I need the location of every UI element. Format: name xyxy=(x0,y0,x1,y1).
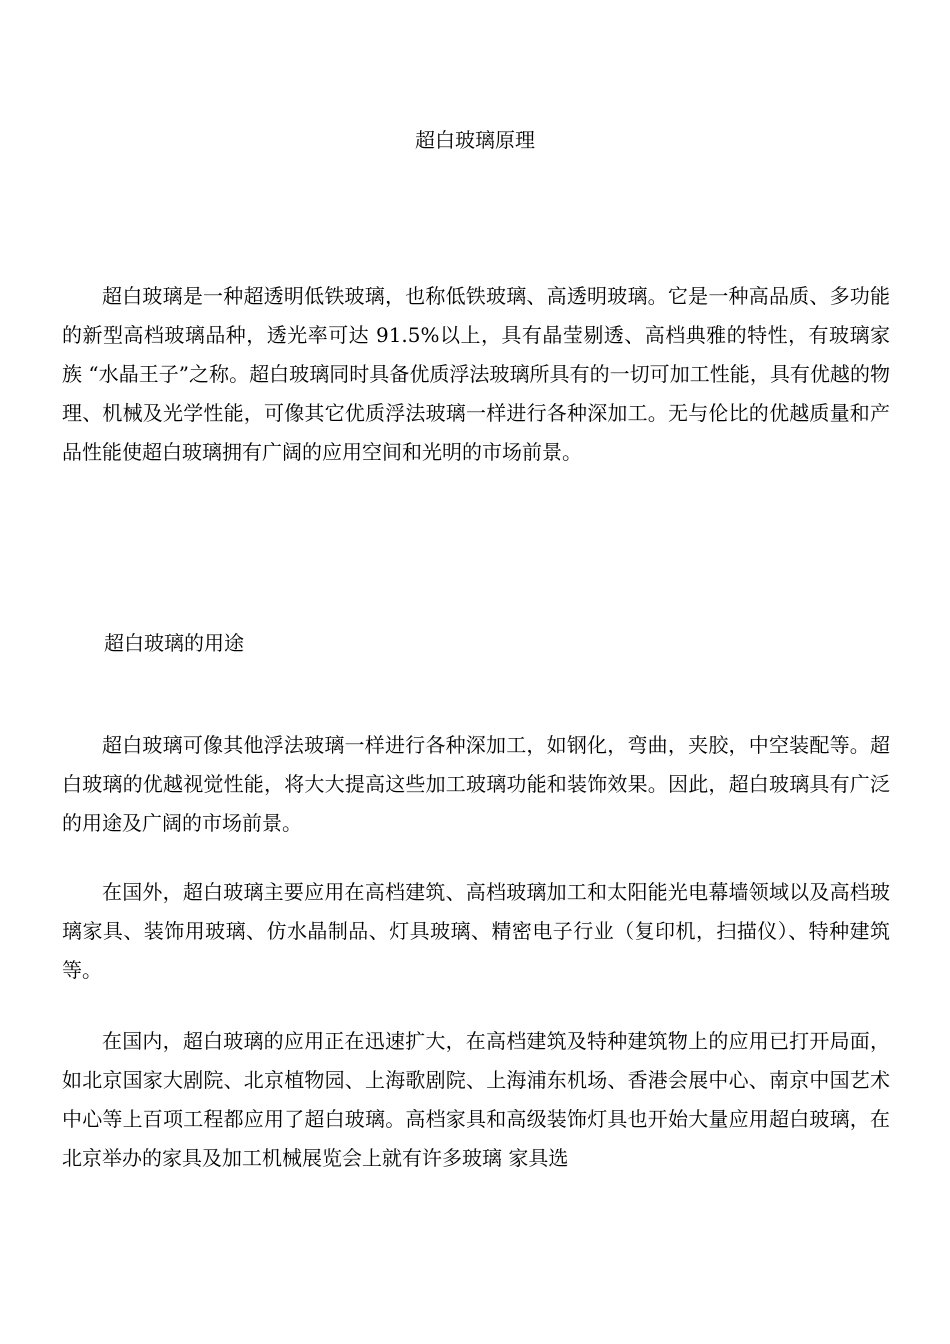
domestic-paragraph: 在国内，超白玻璃的应用正在迅速扩大，在高档建筑及特种建筑物上的应用已打开局面，如北京国家大剧院、北京植物园、上海歌剧院、上海浦东机场、香港会展中心、南京中国艺术中心等上百项工程都应用了超白玻璃。高档家具和高级装饰灯具也开始大量应用超白玻璃，在北京举办的家具及加工机械展览会上就有许多玻璃 家具选 xyxy=(62,1029,890,1170)
abroad-paragraph: 在国外，超白玻璃主要应用在高档建筑、高档玻璃加工和太阳能光电幕墙领域以及高档玻璃家具、装饰用玻璃、仿水晶制品、灯具玻璃、精密电子行业（复印机，扫描仪）、特种建筑等。 xyxy=(62,880,890,982)
intro-paragraph: 超白玻璃是一种超透明低铁玻璃，也称低铁玻璃、高透明玻璃。它是一种高品质、多功能的新型高档玻璃品种，透光率可达 91.5%以上，具有晶莹剔透、高档典雅的特性，有玻璃家族 “水晶王子”之称。超白玻璃同时具备优质浮法玻璃所具有的一切可加工性能，具有优越的物理、机械及光学性能，可像其它优质浮法玻璃一样进行各种深加工。无与伦比的优越质量和产品性能使超白玻璃拥有广阔的应用空间和光明的市场前景。 xyxy=(62,284,890,464)
section-heading-usage: 超白玻璃的用途 xyxy=(104,631,244,655)
document-title: 超白玻璃原理 xyxy=(415,128,535,152)
usage-paragraph: 超白玻璃可像其他浮法玻璃一样进行各种深加工，如钢化，弯曲，夹胶，中空装配等。超白玻璃的优越视觉性能，将大大提高这些加工玻璃功能和装饰效果。因此，超白玻璃具有广泛的用途及广阔的市场前景。 xyxy=(62,733,890,835)
